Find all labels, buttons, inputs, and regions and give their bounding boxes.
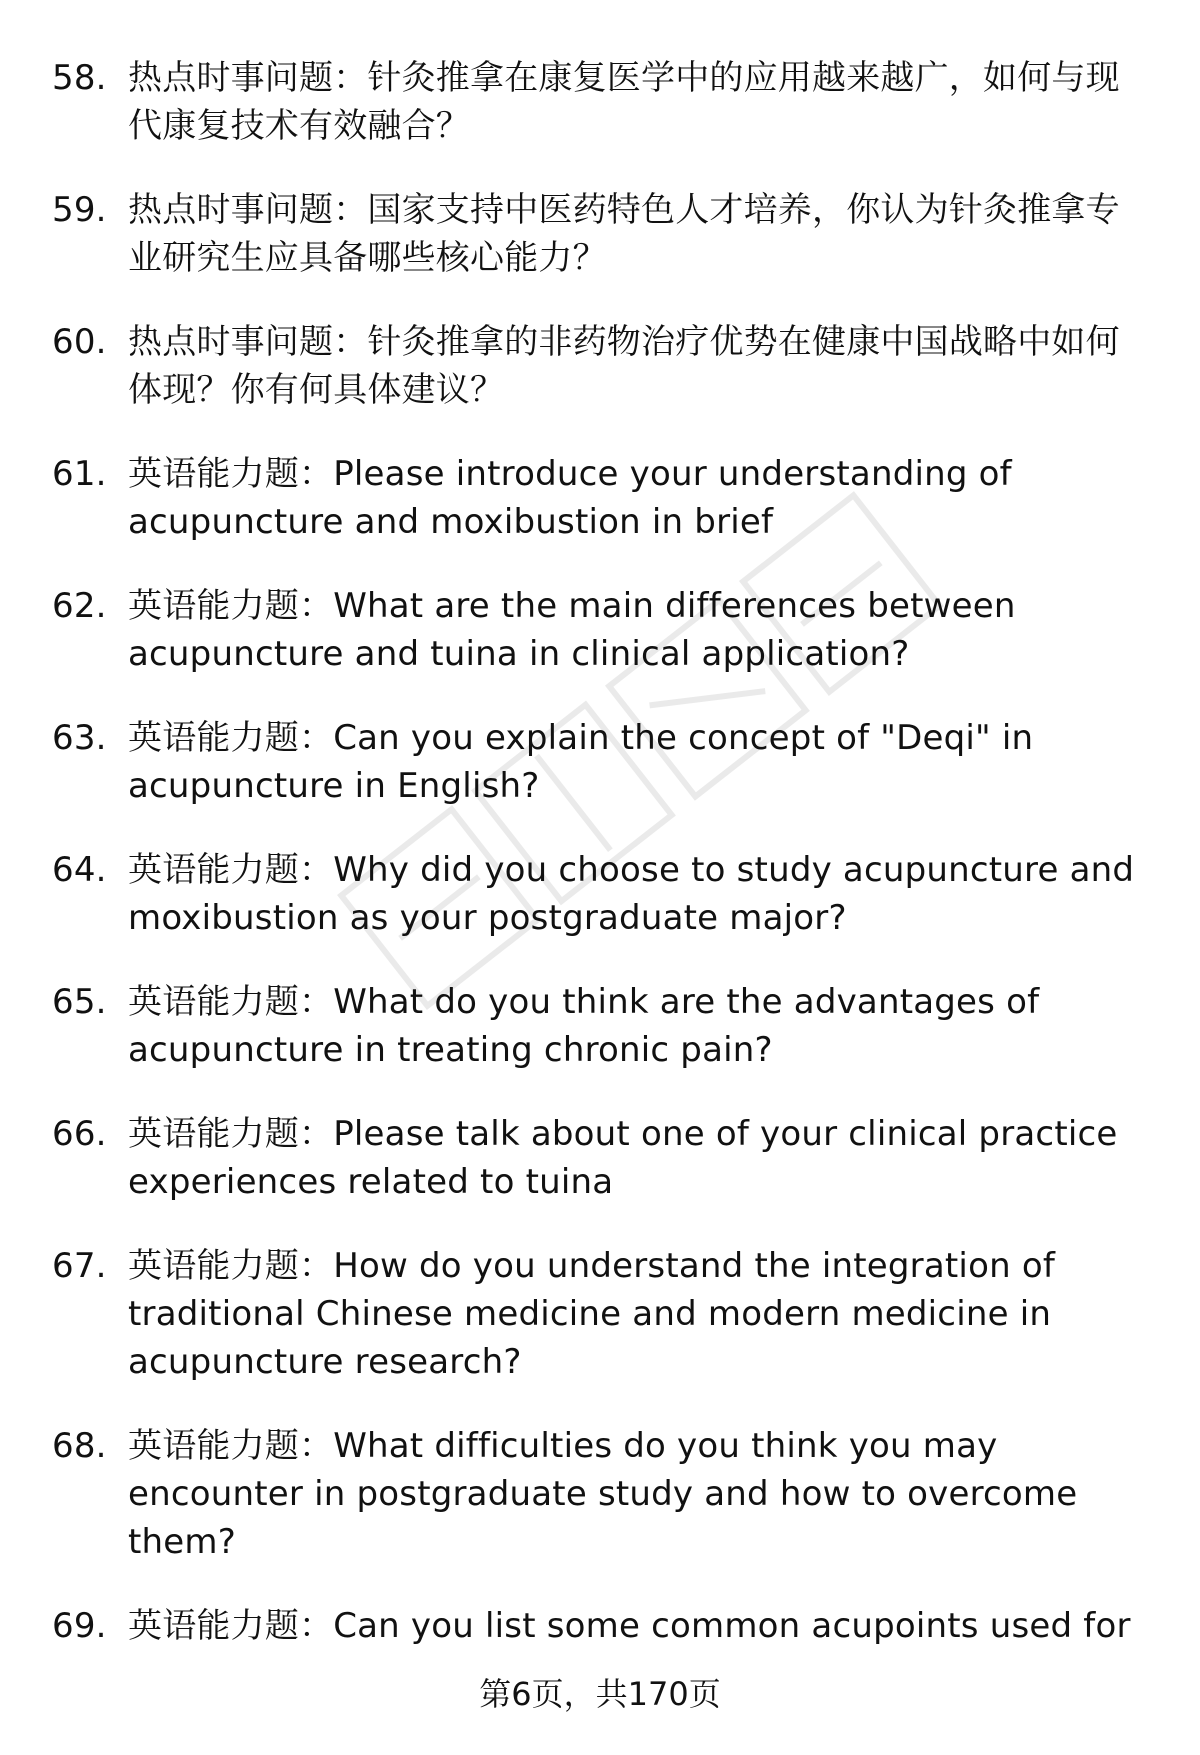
question-text: Can you explain the concept of "Deqi" in acupuncture in English? (128, 718, 1034, 806)
question-number: 58. (52, 58, 107, 98)
page-number: 第6页，共170页 (479, 1675, 721, 1713)
list-item (52, 1110, 1152, 1206)
question-category: 英语能力题： (128, 1426, 334, 1466)
list-item (52, 846, 1152, 942)
list-item (52, 978, 1152, 1074)
question-list (52, 54, 1152, 1686)
question-text: 针灸推拿的非药物治疗优势在健康中国战略中如何体现？你有何具体建议？ (128, 322, 1120, 410)
question-category: 英语能力题： (128, 1114, 334, 1154)
question-category: 热点时事问题： (128, 190, 368, 230)
list-item (52, 318, 1152, 414)
question-category: 英语能力题： (128, 1606, 334, 1646)
question-text: Please introduce your understanding of acupuncture and moxibustion in brief (128, 454, 1012, 542)
question-number: 61. (52, 454, 107, 494)
list-item (52, 1242, 1152, 1386)
list-item (52, 450, 1152, 546)
list-item (52, 714, 1152, 810)
question-text: Why did you choose to study acupuncture and moxibustion as your postgraduate major? (128, 850, 1135, 938)
question-text: What do you think are the advantages of acupuncture in treating chronic pain? (128, 982, 1040, 1070)
question-number: 59. (52, 190, 107, 230)
question-number: 66. (52, 1114, 107, 1154)
question-text: 国家支持中医药特色人才培养，你认为针灸推拿专业研究生应具备哪些核心能力？ (128, 190, 1120, 278)
question-text: How do you understand the integration of traditional Chinese medicine and modern medicine in acupuncture research? (128, 1246, 1056, 1382)
question-category: 英语能力题： (128, 1246, 334, 1286)
question-category: 英语能力题： (128, 586, 334, 626)
list-item (52, 186, 1152, 282)
question-number: 69. (52, 1606, 107, 1646)
question-category: 热点时事问题： (128, 58, 368, 98)
question-category: 英语能力题： (128, 718, 334, 758)
question-text: Can you list some common acupoints used for (333, 1606, 1131, 1646)
question-number: 60. (52, 322, 107, 362)
question-number: 64. (52, 850, 107, 890)
list-item (52, 582, 1152, 678)
question-category: 英语能力题： (128, 982, 334, 1022)
question-number: 68. (52, 1426, 107, 1466)
question-category: 英语能力题： (128, 454, 334, 494)
question-category: 热点时事问题： (128, 322, 368, 362)
question-text: 针灸推拿在康复医学中的应用越来越广，如何与现代康复技术有效融合？ (128, 58, 1120, 146)
list-item (52, 1602, 1152, 1650)
question-number: 62. (52, 586, 107, 626)
question-text: What difficulties do you think you may encounter in postgraduate study and how to overcome them? (128, 1426, 1078, 1562)
question-category: 英语能力题： (128, 850, 334, 890)
question-text: Please talk about one of your clinical practice experiences related to tuina (128, 1114, 1118, 1202)
list-item (52, 54, 1152, 150)
question-number: 63. (52, 718, 107, 758)
question-number: 65. (52, 982, 107, 1022)
question-text: What are the main differences between acupuncture and tuina in clinical application? (128, 586, 1016, 674)
question-number: 67. (52, 1246, 107, 1286)
list-item (52, 1422, 1152, 1566)
